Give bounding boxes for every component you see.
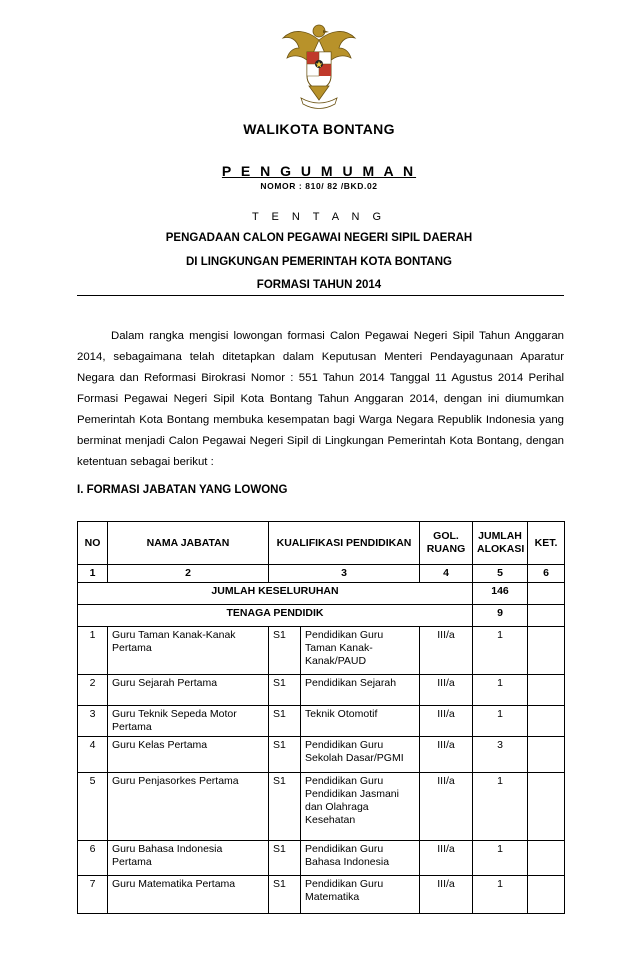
table-index-row	[78, 565, 565, 583]
row-gol: III/a	[420, 876, 473, 914]
table-row	[78, 627, 565, 675]
row-jabatan: Guru Taman Kanak-Kanak Pertama	[108, 627, 269, 675]
total-ket	[528, 583, 565, 605]
table-row	[78, 841, 565, 876]
row-no: 3	[78, 706, 108, 737]
row-no: 7	[78, 876, 108, 914]
row-ket	[528, 876, 565, 914]
row-level: S1	[269, 706, 301, 737]
row-ket	[528, 706, 565, 737]
intro-paragraph-text: Dalam rangka mengisi lowongan formasi Calon Pegawai Negeri Sipil Tahun Anggaran 2014, sebagaimana telah ditetapkan dalam Keputusan Menteri Pendayagunaan Aparatur Negara dan Reformasi Birokrasi Nomor : 551 Tahun 2014 Tanggal 11 Agustus 2014 Perihal Formasi Pegawai Negeri Sipil Kota Bontang Tahun Anggaran 2014, dengan ini diumumkan Pemerintah Kota Bontang membuka kesempatan bagi Warga Negara Republik Indonesia yang berminat menjadi Calon Pegawai Negeri Sipil di Lingkungan Pemerintah Kota Bontang, dengan ketentuan sebagai berikut :	[77, 330, 564, 468]
row-ket	[528, 627, 565, 675]
row-jurusan: Pendidikan Sejarah	[301, 675, 420, 706]
announcement-number: NOMOR : 810/ 82 /BKD.02	[260, 181, 378, 191]
row-jabatan: Guru Matematika Pertama	[108, 876, 269, 914]
row-ket	[528, 737, 565, 773]
row-level: S1	[269, 773, 301, 841]
issuer-heading: WALIKOTA BONTANG	[243, 121, 395, 137]
header-gol: GOL. RUANG	[420, 522, 473, 565]
row-jumlah: 1	[473, 706, 528, 737]
row-level: S1	[269, 841, 301, 876]
row-ket	[528, 675, 565, 706]
total-row	[78, 583, 565, 605]
table-row	[78, 737, 565, 773]
row-jumlah: 1	[473, 773, 528, 841]
row-jurusan: Pendidikan Guru Matematika	[301, 876, 420, 914]
row-gol: III/a	[420, 627, 473, 675]
table-row	[78, 675, 565, 706]
garuda-emblem-icon	[279, 18, 359, 113]
group-row	[78, 605, 565, 627]
table-row	[78, 876, 565, 914]
row-no: 6	[78, 841, 108, 876]
intro-paragraph	[77, 326, 564, 473]
table-header-row	[78, 522, 565, 565]
row-no: 2	[78, 675, 108, 706]
row-level: S1	[269, 737, 301, 773]
row-jurusan: Pendidikan Guru Taman Kanak-Kanak/PAUD	[301, 627, 420, 675]
row-jumlah: 1	[473, 675, 528, 706]
section-title: I. FORMASI JABATAN YANG LOWONG	[77, 484, 288, 496]
index-cell: 2	[108, 565, 269, 583]
vacancy-table	[77, 521, 565, 914]
row-jurusan: Teknik Otomotif	[301, 706, 420, 737]
row-level: S1	[269, 876, 301, 914]
row-no: 1	[78, 627, 108, 675]
subject-line-3: FORMASI TAHUN 2014	[256, 279, 382, 291]
index-cell: 5	[473, 565, 528, 583]
row-jurusan: Pendidikan Guru Bahasa Indonesia	[301, 841, 420, 876]
row-jumlah: 1	[473, 841, 528, 876]
group-value: 9	[473, 605, 528, 627]
announcement-title: P E N G U M U M A N	[221, 163, 417, 179]
row-no: 5	[78, 773, 108, 841]
header-no: NO	[78, 522, 108, 565]
header-divider	[77, 295, 564, 296]
row-gol: III/a	[420, 841, 473, 876]
index-cell: 6	[528, 565, 565, 583]
table-body	[78, 627, 565, 914]
group-label: TENAGA PENDIDIK	[78, 605, 473, 627]
table-row	[78, 706, 565, 737]
row-ket	[528, 773, 565, 841]
row-gol: III/a	[420, 773, 473, 841]
index-cell: 4	[420, 565, 473, 583]
row-jabatan: Guru Teknik Sepeda Motor Pertama	[108, 706, 269, 737]
subject-line-1: PENGADAAN CALON PEGAWAI NEGERI SIPIL DAERAH	[165, 232, 473, 244]
row-no: 4	[78, 737, 108, 773]
index-cell: 1	[78, 565, 108, 583]
total-value: 146	[473, 583, 528, 605]
row-level: S1	[269, 675, 301, 706]
row-jabatan: Guru Penjasorkes Pertama	[108, 773, 269, 841]
header-jabatan: NAMA JABATAN	[108, 522, 269, 565]
header-jumlah: JUMLAH ALOKASI	[473, 522, 528, 565]
row-jumlah: 1	[473, 627, 528, 675]
row-jabatan: Guru Sejarah Pertama	[108, 675, 269, 706]
row-gol: III/a	[420, 737, 473, 773]
group-ket	[528, 605, 565, 627]
total-label: JUMLAH KESELURUHAN	[78, 583, 473, 605]
row-jabatan: Guru Bahasa Indonesia Pertama	[108, 841, 269, 876]
row-level: S1	[269, 627, 301, 675]
subject-line-2: DI LINGKUNGAN PEMERINTAH KOTA BONTANG	[186, 256, 452, 268]
table-row	[78, 773, 565, 841]
row-ket	[528, 841, 565, 876]
row-jurusan: Pendidikan Guru Sekolah Dasar/PGMI	[301, 737, 420, 773]
row-gol: III/a	[420, 675, 473, 706]
about-label: T E N T A N G	[251, 211, 387, 223]
header-kualifikasi: KUALIFIKASI PENDIDIKAN	[269, 522, 420, 565]
row-jumlah: 1	[473, 876, 528, 914]
header-ket: KET.	[528, 522, 565, 565]
row-jurusan: Pendidikan Guru Pendidikan Jasmani dan Olahraga Kesehatan	[301, 773, 420, 841]
row-jabatan: Guru Kelas Pertama	[108, 737, 269, 773]
index-cell: 3	[269, 565, 420, 583]
row-gol: III/a	[420, 706, 473, 737]
row-jumlah: 3	[473, 737, 528, 773]
